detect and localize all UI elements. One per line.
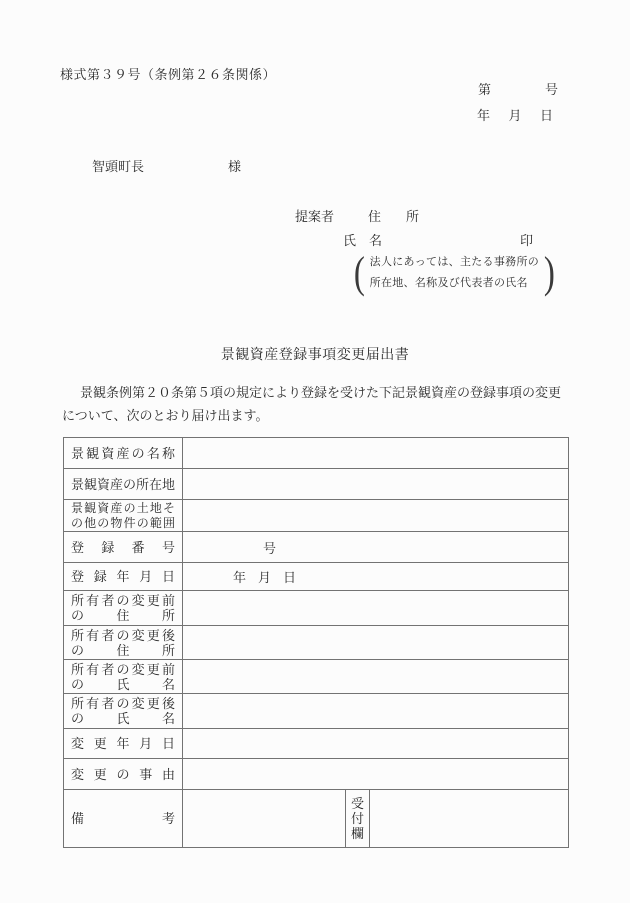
document-date-line — [477, 105, 553, 124]
corporate-note-line: 法人にあっては、主たる事務所の — [369, 256, 540, 268]
applicant-address-label: 住 所 — [368, 209, 426, 224]
row-value-cell — [183, 532, 569, 563]
body-paragraph — [62, 382, 570, 427]
row-value-cell — [183, 660, 569, 694]
form-number: 様式第３９号（条例第２６条関係） — [60, 67, 277, 82]
table-row-change-reason — [64, 759, 569, 790]
recipient-honorific: 様 — [228, 159, 242, 174]
row-label: 景観資産の土地そ の他の物件の範囲 — [64, 500, 183, 532]
corporate-note — [352, 247, 557, 299]
registration-table — [63, 437, 569, 848]
body-line: 景観条例第２０条第５項の規定により登録を受けた下記景観資産の登録事項の変更 — [80, 385, 562, 400]
table-row-owner-address-before — [64, 591, 569, 626]
row-label: 所有者の変更後 の氏名 — [64, 694, 183, 729]
row-value-cell — [183, 469, 569, 500]
row-label: 変更年月日 — [64, 729, 183, 759]
table-row-owner-name-after — [64, 694, 569, 729]
body-line: について、次のとおり届け出ます。 — [62, 407, 269, 423]
table-row-asset-name — [64, 438, 569, 469]
row-label: 登録番号 — [64, 532, 183, 563]
recipient-name: 智頭町長 — [92, 159, 145, 174]
applicant-name-label: 氏 名 — [343, 233, 383, 248]
table-row-asset-location — [64, 469, 569, 500]
document-number-line — [478, 79, 558, 98]
row-label: 登録年月日 — [64, 563, 183, 591]
row-value-cell — [183, 563, 569, 591]
corporate-note-text — [367, 252, 542, 294]
right-paren: ) — [543, 248, 555, 297]
row-value-cell — [183, 694, 569, 729]
table-row-asset-scope — [64, 500, 569, 532]
row-value-cell — [183, 500, 569, 532]
row-value-cell — [183, 591, 569, 626]
table-row-owner-address-after — [64, 626, 569, 660]
row-value-cell — [183, 759, 569, 790]
table-row-change-date — [64, 729, 569, 759]
month-label: 月 — [257, 570, 271, 585]
document-number-suffix: 号 — [544, 82, 558, 97]
row-value-cell — [183, 438, 569, 469]
date-day-label: 日 — [539, 108, 553, 123]
row-value-cell — [183, 790, 346, 848]
row-label: 所有者の変更前 の住所 — [64, 591, 183, 626]
row-label: 景観資産の所在地 — [64, 469, 183, 500]
row-value-cell — [183, 626, 569, 660]
date-fill-in — [233, 567, 296, 586]
table-row-remarks — [64, 790, 569, 848]
reception-value-cell — [370, 790, 569, 848]
form-title: 景観資産登録事項変更届出書 — [220, 348, 410, 363]
row-label: 景観資産の名称 — [64, 438, 183, 469]
row-label: 変更の事由 — [64, 759, 183, 790]
table-row-registration-number — [64, 532, 569, 563]
reception-column-label: 受付欄 — [346, 790, 370, 848]
row-label: 所有者の変更後 の住所 — [64, 626, 183, 660]
left-paren: ( — [353, 248, 365, 297]
date-month-label: 月 — [508, 108, 522, 123]
row-label: 備考 — [64, 790, 183, 848]
corporate-note-line: 所在地、名称及び代表者の氏名 — [369, 277, 528, 289]
document-number-prefix: 第 — [478, 82, 492, 97]
recipient-line — [92, 156, 241, 175]
day-label: 日 — [282, 570, 296, 585]
number-unit-label: 号 — [263, 540, 277, 556]
row-label: 所有者の変更前 の氏名 — [64, 660, 183, 694]
table-row-owner-name-before — [64, 660, 569, 694]
date-year-label: 年 — [477, 108, 491, 123]
applicant-role-label: 提案者 — [295, 209, 335, 224]
row-value-cell — [183, 729, 569, 759]
table-row-registration-date — [64, 563, 569, 591]
year-label: 年 — [233, 570, 247, 585]
seal-mark: 印 — [520, 233, 534, 248]
